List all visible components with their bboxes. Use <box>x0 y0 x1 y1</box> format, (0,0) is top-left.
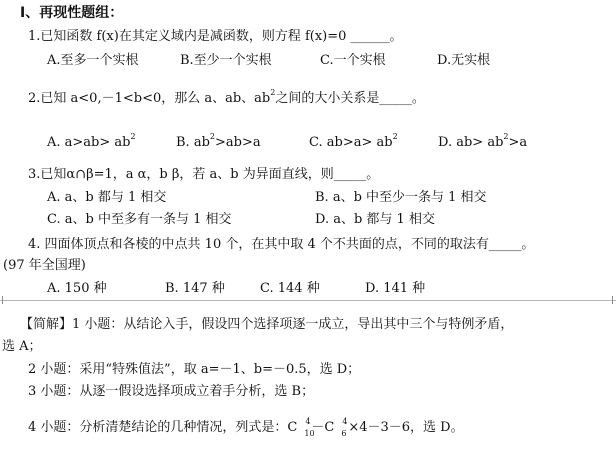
question-3-option-a: A. a、b 都与 1 相交 <box>47 190 167 205</box>
question-2-option-c-text: C. ab>a> ab <box>309 135 393 150</box>
question-2-option-a <box>47 132 136 151</box>
question-3-option-c: C. a、b 中至多有一条与 1 相交 <box>47 212 232 227</box>
combination-1-bottom: 10 <box>304 429 315 438</box>
question-1-option-a: A.至多一个实根 <box>47 53 139 68</box>
answer-line-4-minus: －C <box>311 420 335 435</box>
question-4-option-d: D. 141 种 <box>365 281 426 296</box>
combination-c6-4 <box>334 417 348 438</box>
question-2-option-a-exponent: 2 <box>130 132 136 141</box>
question-2-stem-text: 2.已知 a<0,－1<b<0，那么 a、ab、ab <box>28 91 271 106</box>
question-3-option-d: D. a、b 都与 1 相交 <box>315 212 435 227</box>
question-4-source: (97 年全国理) <box>3 258 86 273</box>
answer-line-4-tail: ×4－3－6，选 D。 <box>348 420 464 435</box>
section-divider <box>0 300 616 301</box>
combination-c10-4 <box>297 417 315 438</box>
question-2-stem-tail: 之间的大小关系是_____。 <box>275 91 425 106</box>
question-2-option-d <box>438 132 528 151</box>
question-2-option-d-text: D. ab> ab <box>438 135 504 150</box>
divider-left-mark <box>2 296 3 304</box>
question-1-option-b: B.至少一个实根 <box>180 53 272 68</box>
question-2-option-c <box>309 132 398 151</box>
question-3-option-b: B. a、b 中至少一条与 1 相交 <box>315 190 487 205</box>
section-title: Ⅰ、再现性题组： <box>20 5 124 21</box>
answer-line-2: 2 小题：采用“特殊值法”，取 a=－1、b=－0.5，选 D； <box>28 362 361 377</box>
question-4-option-a: A. 150 种 <box>47 281 107 296</box>
question-1-stem: 1.已知函数 f(x)在其定义域内是减函数，则方程 f(x)=0 ______。 <box>28 29 403 44</box>
divider-right-mark <box>612 296 613 304</box>
question-1-option-d: D.无实根 <box>437 53 491 68</box>
question-4-option-c: C. 144 种 <box>260 281 320 296</box>
answer-line-1 <box>20 317 513 333</box>
combination-1-top: 4 <box>305 417 311 426</box>
question-2-option-a-text: A. a>ab> ab <box>47 135 131 150</box>
question-2-stem <box>28 88 425 107</box>
question-2-option-d-tail: >a <box>508 135 528 150</box>
combination-2-top: 4 <box>342 417 348 426</box>
question-4-option-b: B. 147 种 <box>165 281 225 296</box>
question-2-option-c-exponent: 2 <box>392 132 398 141</box>
answer-line-3: 3 小题：从逐一假设选择项成立着手分析，选 B； <box>28 384 315 399</box>
answer-line-4 <box>28 417 464 438</box>
answer-line-1-continued: 选 A； <box>2 339 42 354</box>
answer-line-4-text: 4 小题：分析清楚结论的几种情况，列式是：C <box>28 420 298 435</box>
question-4-stem: 4. 四面体顶点和各棱的中点共 10 个，在其中取 4 个不共面的点，不同的取法有_____。 <box>28 237 535 252</box>
question-2-option-d-exponent: 2 <box>503 132 509 141</box>
question-2-option-b-tail: >ab>a <box>214 135 261 150</box>
question-2-stem-exponent: 2 <box>270 88 276 97</box>
question-2-option-b <box>176 132 261 151</box>
answer-label: 【简解】 <box>20 317 73 332</box>
question-2-option-b-text: B. ab <box>176 135 210 150</box>
answer-line-1-text: 1 小题：从结论入手，假设四个选择项逐一成立，导出其中三个与特例矛盾， <box>72 317 514 332</box>
question-3-stem: 3.已知α∩β=1，a α，b β，若 a、b 为异面直线，则_____。 <box>28 167 380 182</box>
question-2-option-b-exponent: 2 <box>209 132 215 141</box>
question-1-option-c: C.一个实根 <box>320 53 386 68</box>
combination-2-bottom: 6 <box>341 429 347 438</box>
